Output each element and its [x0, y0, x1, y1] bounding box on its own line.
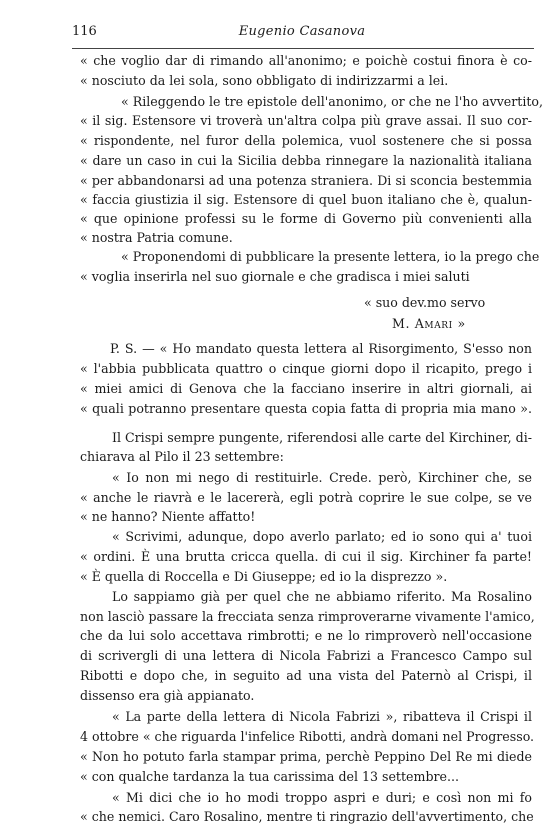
text-line: « che nemici. Caro Rosalino, mentre ti ringrazio dell'avvertimento, che: [80, 809, 534, 824]
text-line: non lasciò passare la frecciata senza rimproverarne vivamente l'amico,: [80, 609, 535, 624]
text-line: « nostra Patria comune.: [80, 230, 233, 245]
text-line: « ne hanno? Niente affatto!: [80, 509, 256, 524]
text-line: « faccia giustizia il sig. Estensore di quel buon italiano che è, qualun-: [80, 192, 532, 207]
text-line: Il Crispi sempre pungente, riferendosi alle carte del Kirchiner, di-: [112, 430, 532, 445]
text-line: P. S. — « Ho mandato questa lettera al Risorgimento, S'esso non: [110, 341, 532, 356]
text-line: di scrivergli di una lettera di Nicola Fabrizi a Francesco Campo sul: [80, 648, 532, 663]
text-line: « il sig. Estensore vi troverà un'altra colpa più grave assai. Il suo cor-: [80, 113, 532, 128]
text-line: « Mi dici che io ho modi troppo aspri e duri; e così non mi fo: [112, 790, 532, 805]
text-line: « que opinione professi su le forme di Governo più convenienti alla: [80, 211, 532, 226]
text-line: « La parte della lettera di Nicola Fabrizi », ribatteva il Crispi il: [112, 709, 532, 724]
text-line: « Proponendomi di pubblicare la presente lettera, io la prego che: [121, 249, 540, 264]
text-line: Lo sappiamo già per quel che ne abbiamo riferito. Ma Rosalino: [112, 589, 532, 604]
text-line: « Rileggendo le tre epistole dell'anonimo, or che ne l'ho avvertito,: [121, 94, 544, 109]
text-line: « l'abbia pubblicata quattro o cinque giorni dopo il ricapito, prego i: [80, 361, 532, 376]
text-line: « dare un caso in cui la Sicilia debba rinnegare la nazionalità italiana: [80, 153, 532, 168]
text-line: « Io non mi nego di restituirle. Crede. però, Kirchiner che, se: [112, 470, 532, 485]
text-line: « con qualche tardanza la tua carissima del 13 settembre...: [80, 769, 459, 784]
closing-line: « suo dev.mo servo: [364, 295, 486, 310]
running-title: Eugenio Casanova: [238, 24, 366, 39]
text-line: 4 ottobre « che riguarda l'infelice Ribotti, andrà domani nel Progresso.: [80, 729, 535, 744]
text-line: « voglia inserirla nel suo giornale e che gradisca i miei saluti: [80, 269, 470, 284]
text-line: « ordini. È una brutta cricca quella. di cui il sig. Kirchiner fa parte!: [80, 549, 532, 564]
text-line: « rispondente, nel furor della polemica, vuol sostenere che si possa: [80, 133, 532, 148]
text-line: che da lui solo accettava rimbrotti; e ne lo rimproverò nell'occasione: [80, 628, 532, 643]
text-line: dissenso era già appianato.: [80, 688, 255, 703]
text-line: « È quella di Roccella e Di Giuseppe; ed io la disprezzo ».: [80, 569, 448, 584]
text-line: « per abbandonarsi ad una potenza straniera. Di si sconcia bestemmia: [80, 173, 532, 188]
text-line: « Non ho potuto farla stampar prima, perchè Peppino Del Re mi diede: [80, 749, 532, 764]
text-line: « nosciuto da lei sola, sono obbligato di indirizzarmi a lei.: [80, 73, 449, 88]
page-number: 116: [72, 24, 97, 39]
text-line: « che voglio dar di rimando all'anonimo; e poichè costui finora è co-: [80, 53, 532, 68]
text-line: « quali potranno presentare questa copia fatta di propria mia mano ».: [80, 401, 532, 416]
running-header: [72, 24, 532, 42]
text-line: « anche le riavrà e le lacererà, egli potrà coprire le sue colpe, se ve: [80, 490, 532, 505]
text-line: « Scrivimi, adunque, dopo averlo parlato; ed io sono qui a' tuoi: [112, 529, 532, 544]
text-line: Ribotti e dopo che, in seguito ad una vista del Paternò al Crispi, il: [80, 668, 532, 683]
text-line: « miei amici di Genova che la facciano inserire in altri giornali, ai: [80, 381, 532, 396]
header-rule: [72, 48, 534, 49]
text-line: chiarava al Pilo il 23 settembre:: [80, 449, 284, 464]
signature-line: M. Amari »: [392, 316, 466, 331]
